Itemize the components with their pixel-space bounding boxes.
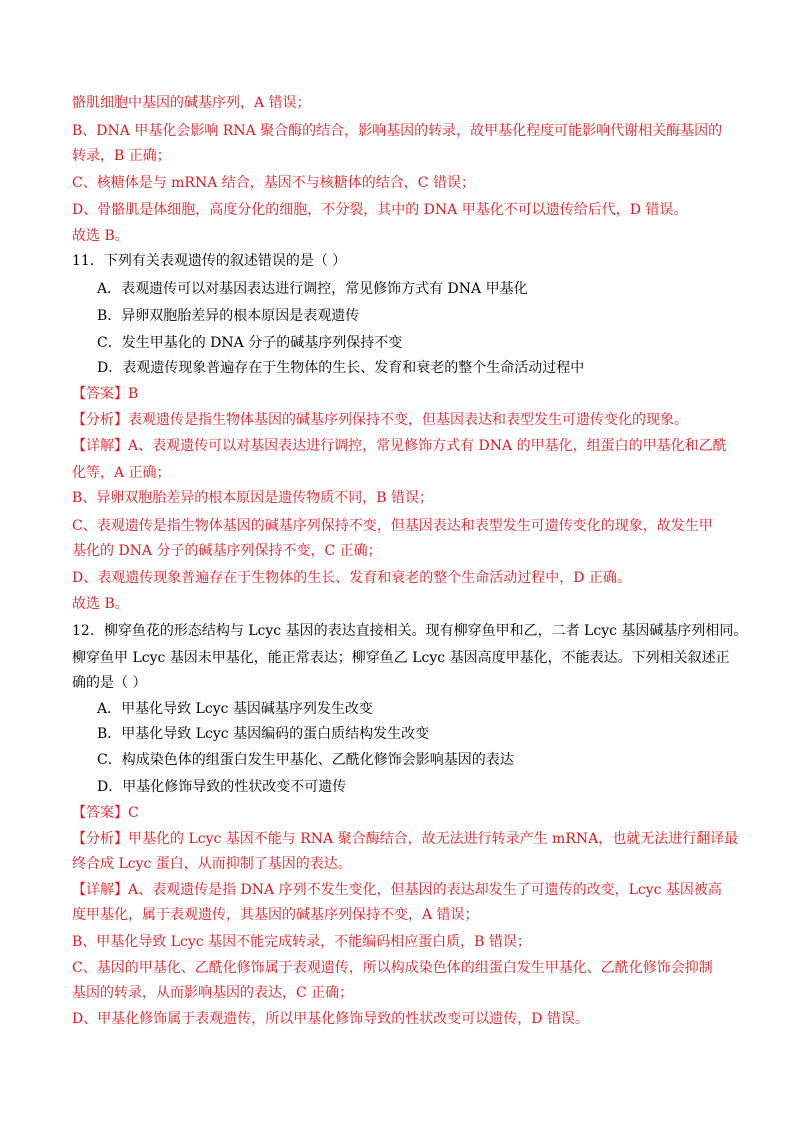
- text-line: 故选 B。: [72, 228, 129, 244]
- text-line: 故选 B。: [72, 596, 129, 612]
- text-line: 终合成 Lcyc 蛋白，从而抑制了基因的表达。: [72, 856, 352, 872]
- text-line: 化等，A 正确；: [72, 465, 171, 481]
- text-line: B．异卵双胞胎差异的根本原因是表观遗传: [97, 308, 360, 324]
- text-line: D．甲基化修饰导致的性状改变不可遗传: [97, 779, 347, 795]
- text-line: 基因的转录，从而影响基因的表达，C 正确；: [72, 985, 354, 1001]
- text-line: 【分析】表观遗传是指生物体基因的碱基序列保持不变，但基因表达和表型发生可遗传变化的现象。: [72, 412, 688, 428]
- text-line: 【分析】甲基化的 Lcyc 基因不能与 RNA 聚合酶结合，故无法进行转录产生 mRNA，也就无法进行翻译最: [72, 831, 739, 847]
- text-line: 11．下列有关表观遗传的叙述错误的是（ ）: [72, 253, 347, 269]
- text-line: C、基因的甲基化、乙酰化修饰属于表观遗传，所以构成染色体的组蛋白发生甲基化、乙酰化修饰会抑制: [72, 960, 713, 976]
- text-line: D、骨骼肌是体细胞，高度分化的细胞，不分裂，其中的 DNA 甲基化不可以遗传给后代，D 错误。: [72, 202, 688, 218]
- text-line: 柳穿鱼甲 Lcyc 基因未甲基化，能正常表达；柳穿鱼乙 Lcyc 基因高度甲基化，不能表达。下列相关叙述正: [72, 650, 730, 666]
- text-line: B、甲基化导致 Lcyc 基因不能完成转录，不能编码相应蛋白质，B 错误；: [72, 934, 531, 950]
- text-line: C．构成染色体的组蛋白发生甲基化、乙酰化修饰会影响基因的表达: [97, 752, 514, 768]
- text-line: C．发生甲基化的 DNA 分子的碱基序列保持不变: [97, 335, 403, 351]
- text-line: D．表观遗传现象普遍存在于生物体的生长、发育和衰老的整个生命活动过程中: [97, 360, 585, 376]
- text-line: 骼肌细胞中基因的碱基序列，A 错误；: [72, 95, 311, 111]
- text-line: A．表观遗传可以对基因表达进行调控，常见修饰方式有 DNA 甲基化: [97, 281, 528, 297]
- text-line: 转录，B 正确；: [72, 148, 171, 164]
- text-line: 【详解】A、表观遗传是指 DNA 序列不发生变化，但基因的表达却发生了可遗传的改变，Lcyc 基因被高: [72, 882, 722, 898]
- text-line: B．甲基化导致 Lcyc 基因编码的蛋白质结构发生改变: [97, 726, 430, 742]
- text-line: 确的是（ ）: [72, 675, 147, 691]
- text-line: 度甲基化，属于表观遗传，其基因的碱基序列保持不变，A 错误；: [72, 907, 479, 923]
- text-line: 【答案】B: [72, 386, 139, 402]
- text-line: C、表观遗传是指生物体基因的碱基序列保持不变，但基因表达和表型发生可遗传变化的现象，故发生甲: [72, 518, 713, 534]
- text-line: B、异卵双胞胎差异的根本原因是遗传物质不同，B 错误；: [72, 490, 434, 506]
- text-line: C、核糖体是与 mRNA 结合，基因不与核糖体的结合，C 错误；: [72, 175, 475, 191]
- text-line: A．甲基化导致 Lcyc 基因碱基序列发生改变: [97, 701, 373, 717]
- text-line: D、表观遗传现象普遍存在于生物体的生长、发育和衰老的整个生命活动过程中，D 正确。: [72, 570, 631, 586]
- text-line: 基化的 DNA 分子的碱基序列保持不变，C 正确；: [72, 543, 382, 559]
- text-line: D、甲基化修饰属于表观遗传，所以甲基化修饰导致的性状改变可以遗传，D 错误。: [72, 1011, 589, 1027]
- text-line: 【详解】A、表观遗传可以对基因表达进行调控，常见修饰方式有 DNA 的甲基化，组蛋白的甲基化和乙酰: [72, 438, 727, 454]
- text-line: B、DNA 甲基化会影响 RNA 聚合酶的结合，影响基因的转录，故甲基化程度可能影响代谢相关酶基因的: [72, 123, 723, 139]
- text-line: 【答案】C: [72, 805, 139, 821]
- text-line: 12．柳穿鱼花的形态结构与 Lcyc 基因的表达直接相关。现有柳穿鱼甲和乙，二者 Lcyc 基因碱基序列相同。: [72, 623, 748, 639]
